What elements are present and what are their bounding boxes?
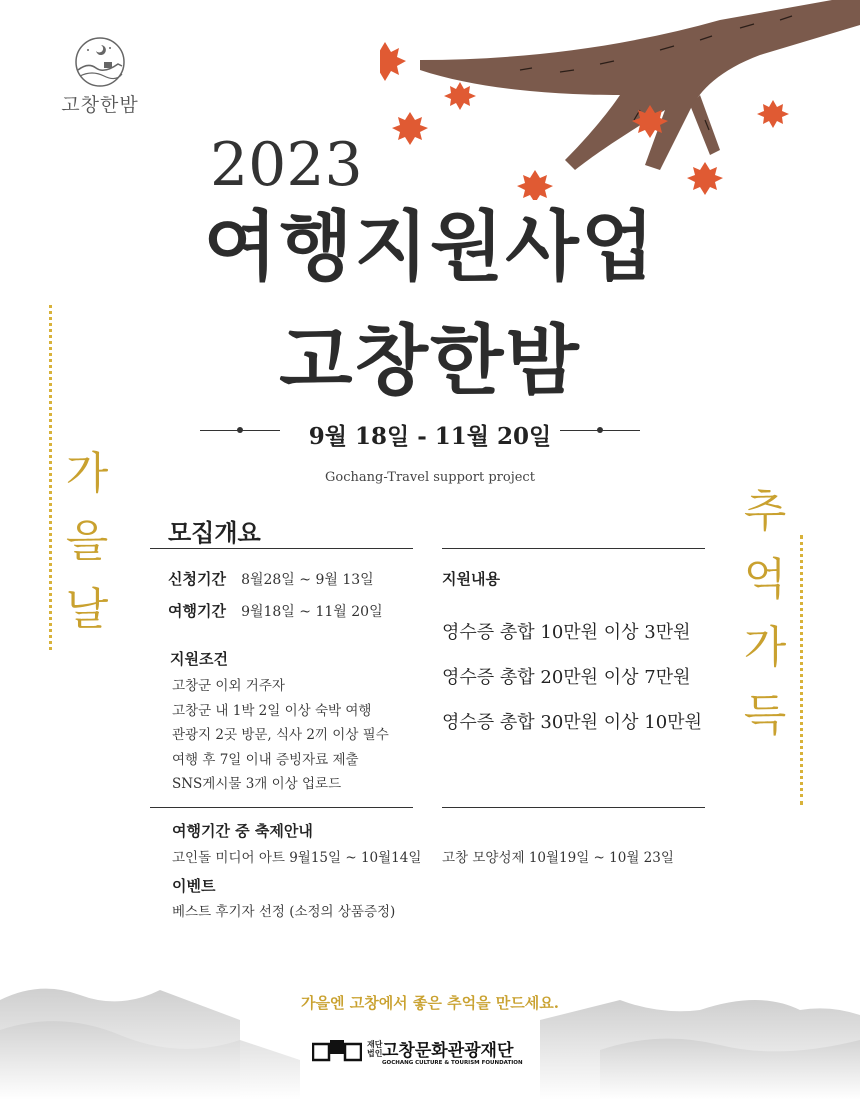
list-item: 영수증 총합 10만원 이상 3만원 xyxy=(442,622,691,643)
list-item: 영수증 총합 20만원 이상 7만원 xyxy=(442,667,691,688)
foundation-logo xyxy=(312,1036,552,1070)
org-english-name: GOCHANG CULTURE & TOURISM FOUNDATION xyxy=(382,1060,523,1066)
festival-item: 고인돌 미디어 아트 9월15일 ~ 10월14일 xyxy=(172,850,422,866)
date-divider-dot xyxy=(597,427,603,433)
divider xyxy=(150,807,413,808)
maple-leaf-icon xyxy=(757,100,789,128)
dotted-line-left xyxy=(49,305,52,650)
divider xyxy=(442,807,705,808)
side-char: 날 xyxy=(65,584,109,635)
main-title-line2: 고창한밤 xyxy=(279,316,581,405)
year-title: 2023 xyxy=(210,130,363,200)
mountain-landscape-illustration xyxy=(0,960,860,1100)
travel-label: 여행기간 xyxy=(168,602,226,620)
subtitle: Gochang-Travel support project xyxy=(325,470,535,485)
org-prefix-top: 재단 xyxy=(367,1039,383,1049)
maple-leaf-icon xyxy=(380,42,406,81)
festival-label: 여행기간 중 축제안내 xyxy=(172,822,313,840)
autumn-branch-illustration xyxy=(380,0,860,200)
apply-period xyxy=(168,568,374,589)
org-name: 고창문화관광재단 xyxy=(382,1041,514,1061)
dotted-line-right xyxy=(800,535,803,805)
foundation-symbol-icon xyxy=(312,1038,362,1066)
side-char: 을 xyxy=(65,516,109,567)
side-char: 가 xyxy=(65,448,109,499)
apply-label: 신청기간 xyxy=(168,570,226,588)
logo xyxy=(52,36,148,120)
event-dates: 9월 18일 - 11월 20일 xyxy=(308,423,552,450)
org-prefix-bottom: 법인 xyxy=(367,1048,383,1058)
side-char: 가 xyxy=(743,622,787,673)
side-char: 득 xyxy=(743,690,787,741)
list-item: SNS게시물 3개 이상 업로드 xyxy=(172,776,342,792)
travel-period xyxy=(168,600,383,621)
apply-value: 8월28일 ~ 9월 13일 xyxy=(241,572,374,588)
org-prefix xyxy=(367,1040,382,1058)
tagline: 가을엔 고창에서 좋은 추억을 만드세요. xyxy=(301,994,559,1012)
conditions-label: 지원조건 xyxy=(170,650,228,668)
list-item: 영수증 총합 30만원 이상 10만원 xyxy=(442,712,702,733)
side-text-right xyxy=(740,478,790,750)
support-list xyxy=(442,610,732,745)
divider xyxy=(442,548,705,549)
side-text-left xyxy=(62,440,112,644)
side-char: 억 xyxy=(743,554,787,605)
main-title-line1: 여행지원사업 xyxy=(203,202,657,291)
side-char: 추 xyxy=(743,486,787,537)
divider xyxy=(150,548,413,549)
section-heading: 모집개요 xyxy=(168,518,261,547)
list-item: 고창군 내 1박 2일 이상 숙박 여행 xyxy=(172,702,372,719)
list-item: 여행 후 7일 이내 증빙자료 제출 xyxy=(172,751,359,768)
maple-leaf-icon xyxy=(444,82,476,110)
event-value: 베스트 후기자 선정 (소정의 상품증정) xyxy=(172,904,396,920)
list-item: 관광지 2곳 방문, 식사 2끼 이상 필수 xyxy=(172,727,389,743)
list-item: 고창군 이외 거주자 xyxy=(172,678,285,694)
logo-text: 고창한밤 xyxy=(61,94,139,116)
conditions-list xyxy=(172,674,432,797)
festival-item: 고창 모양성제 10월19일 ~ 10월 23일 xyxy=(442,850,674,866)
event-label: 이벤트 xyxy=(172,877,216,895)
maple-leaf-icon xyxy=(392,112,428,145)
night-landscape-icon xyxy=(74,36,126,88)
travel-value: 9월18일 ~ 11월 20일 xyxy=(241,604,383,620)
date-divider-dot xyxy=(237,427,243,433)
support-label: 지원내용 xyxy=(442,570,500,588)
